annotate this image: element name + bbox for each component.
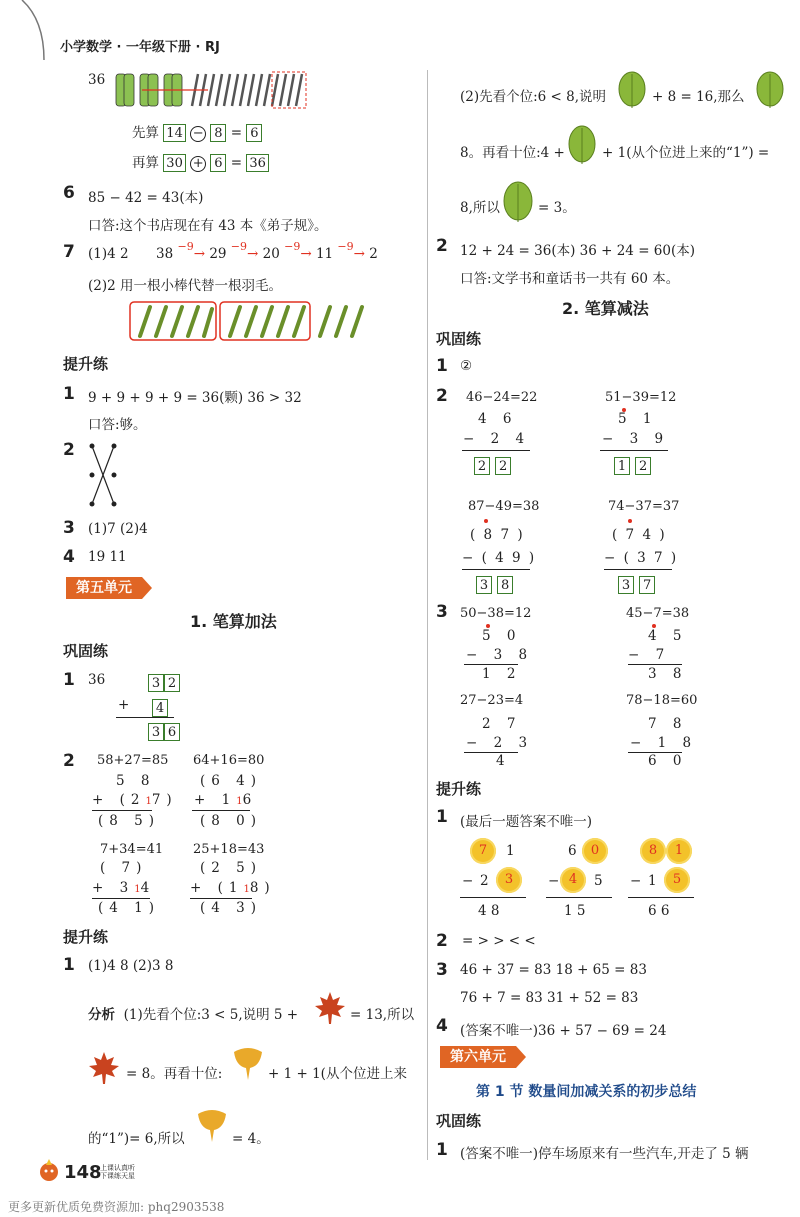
maple-leaf-icon	[312, 990, 348, 1026]
g1-top-row	[148, 672, 180, 692]
rq2c-res-digit: 8	[497, 576, 513, 594]
g2b-line1: (6 4)	[200, 773, 263, 789]
step1-label: 先算	[132, 125, 159, 141]
g1-top-digit: 3	[148, 674, 164, 692]
rp1a-t1: 1	[506, 843, 515, 859]
rq2a-line2: − 2 4	[463, 431, 531, 447]
rp1a-result: 4 8	[478, 903, 500, 919]
rp1b-result: 1 5	[564, 903, 586, 919]
jie1-title: 第 1 节 数量间加减关系的初步总结	[476, 1084, 697, 1100]
step2-eq: =	[230, 155, 243, 171]
carry-mark: 1	[236, 796, 243, 807]
rq2a-rule	[462, 450, 530, 451]
g1-number: 1	[63, 670, 75, 690]
t1-number: 1	[63, 384, 75, 404]
ginkgo-leaf-icon	[194, 1108, 230, 1144]
section-gonggu: 巩固练	[63, 642, 109, 660]
flower-icon	[664, 867, 690, 893]
rq3b-eq: 45−7=38	[626, 606, 690, 621]
chain-arrow: −9	[284, 240, 301, 253]
flower-icon	[582, 838, 608, 864]
flower-icon	[666, 838, 692, 864]
step1-op: −	[190, 126, 206, 142]
rq3c-line1: 2 7	[482, 716, 522, 732]
footer-slogan	[100, 1164, 135, 1180]
rq2b-res-digit: 1	[614, 457, 630, 475]
rp1b-t2: 5	[594, 873, 603, 889]
r2a-l2a: 8。再看十位:4 +	[460, 145, 565, 161]
rq2c-rule	[462, 569, 530, 570]
g2b-line3: (8 0)	[200, 813, 263, 829]
g2b-eq: 64+16=80	[193, 753, 265, 768]
rq3c-eq: 27−23=4	[460, 693, 524, 708]
section-tisheng-2: 提升练	[63, 928, 109, 946]
p1-number: 1	[63, 955, 75, 975]
analysis-l3b: = 4。	[232, 1131, 270, 1147]
g2a-eq: 58+27=85	[97, 753, 169, 768]
section-gonggu-r: 巩固练	[436, 330, 482, 348]
g2c-line2	[92, 880, 155, 896]
t4-number: 4	[63, 547, 75, 567]
step2-op: +	[190, 156, 206, 172]
q7-chain	[156, 240, 378, 262]
rq2c-res	[476, 574, 513, 594]
green-leaf-icon	[614, 70, 650, 110]
rq3b-rule	[628, 664, 682, 665]
t1-line1: 9 + 9 + 9 + 9 = 36(颗) 36 > 32	[88, 390, 302, 406]
rp1-text: (最后一题答案不唯一)	[460, 814, 593, 830]
chain-arrow: −9	[177, 240, 194, 253]
rq3d-line2: − 1 8	[630, 735, 698, 751]
g2c-l2: + 3	[92, 880, 135, 896]
rp1-number: 1	[436, 807, 448, 827]
rq2d-res-digit: 3	[618, 576, 634, 594]
rq2a-res	[474, 455, 511, 475]
green-leaf-icon	[500, 180, 536, 224]
arrow-icon: →	[300, 246, 312, 262]
rq2d-eq: 74−37=37	[608, 499, 680, 514]
unit5-banner: 第五单元	[66, 577, 142, 599]
rp1a-minus: −	[462, 873, 474, 889]
chain-value: 2	[369, 246, 378, 262]
unit6-banner: 第六单元	[440, 1046, 516, 1068]
t3-text: (1)7 (2)4	[88, 521, 148, 537]
r2-number: 2	[436, 236, 448, 256]
rq3b-line1: 4 5	[648, 628, 688, 644]
rq2d-rule	[604, 569, 672, 570]
g1-add-row	[152, 697, 168, 717]
corner-curve	[0, 0, 60, 60]
column-divider	[427, 70, 428, 1160]
rq3d-line3: 6 0	[648, 753, 688, 769]
rp4-number: 4	[436, 1016, 448, 1036]
maple-leaf-icon	[86, 1050, 122, 1086]
g2d-line1: (2 5)	[200, 860, 263, 876]
flower-icon	[640, 838, 666, 864]
crossed-lines-figure	[86, 440, 120, 510]
r2a-l1a: (2)先看个位:6 < 8,说明	[460, 89, 607, 105]
rq2-number: 2	[436, 386, 448, 406]
t3-number: 3	[63, 518, 75, 538]
rq3a-eq: 50−38=12	[460, 606, 532, 621]
g2a-l2: + (2	[92, 792, 146, 808]
g2b-line2	[194, 792, 257, 808]
mascot-icon	[36, 1158, 62, 1184]
rq2b-line1: 5 1	[618, 411, 658, 427]
rq3c-line3: 4	[496, 753, 511, 769]
g1-top-digit: 2	[164, 674, 180, 692]
t2-number: 2	[63, 440, 75, 460]
watermark: 更多更新优质免费资源加: phq2903538	[8, 1200, 225, 1214]
rq2b-rule	[600, 450, 668, 451]
analysis-l2a: = 8。再看十位:	[126, 1066, 223, 1082]
rq2a-eq: 46−24=22	[466, 390, 538, 405]
g2b-rule	[192, 810, 250, 811]
t1-line2: 口答:够。	[88, 417, 147, 433]
analysis-l1b: = 13,所以	[350, 1007, 415, 1023]
q7-part2: (2)2 用一根小棒代替一根羽毛。	[88, 278, 283, 294]
rp2-number: 2	[436, 931, 448, 951]
chain-arrow: −9	[337, 240, 354, 253]
rq3c-line2: − 2 3	[466, 735, 534, 751]
rp3-number: 3	[436, 960, 448, 980]
flower-digit: 7	[478, 843, 488, 858]
q6-number: 6	[63, 183, 75, 203]
page-header-title: 小学数学 · 一年级下册 · RJ	[60, 40, 220, 55]
page-number: 148	[64, 1162, 102, 1183]
g2b-l2e: 6	[242, 792, 258, 808]
r2a-l1b: + 8 = 16,那么	[652, 89, 745, 105]
g2d-line3: (4 3)	[200, 900, 263, 916]
rq3-number: 3	[436, 602, 448, 622]
rp1b-minus: −	[548, 873, 560, 889]
step1-row	[132, 121, 262, 142]
rq3d-eq: 78−18=60	[626, 693, 698, 708]
rg1-number: 1	[436, 1140, 448, 1160]
g2a-line2	[92, 792, 178, 808]
g2c-eq: 7+34=41	[100, 842, 164, 857]
q6-line2: 口答:这个书店现在有 43 本《弟子规》。	[88, 218, 328, 234]
ginkgo-leaf-icon	[230, 1046, 266, 1082]
step2-a: 30	[163, 154, 186, 172]
green-leaf-icon	[752, 70, 788, 110]
rq2d-line2: − ( 3 7 )	[604, 550, 679, 566]
arrow-icon: →	[193, 246, 206, 262]
g1-res-digit: 6	[164, 723, 180, 741]
q7-part1: (1)4 2	[88, 246, 129, 262]
rp1b-t1: 6	[568, 843, 577, 859]
flower-digit: 0	[590, 843, 600, 858]
flower-icon	[560, 867, 586, 893]
analysis-l1a: (1)先看个位:3 < 5,说明 5 +	[123, 1007, 299, 1023]
rq3b-line2: − 7	[628, 647, 671, 663]
rp1b-rule	[546, 897, 612, 898]
chain-value: 11	[315, 246, 334, 262]
arrow-icon: →	[353, 246, 365, 262]
section1-title: 1. 笔算加法	[190, 612, 277, 631]
g2d-l2: + (1	[190, 880, 244, 896]
rp1c-rule	[628, 897, 694, 898]
g2c-line3: (4 1)	[98, 900, 161, 916]
section2-title: 2. 笔算减法	[562, 299, 649, 318]
section-tisheng-r: 提升练	[436, 780, 482, 798]
stick-bundles-figure	[112, 70, 312, 110]
bundle-label: 36	[88, 72, 106, 88]
feather-sticks-figure	[128, 300, 378, 344]
rq2c-res-digit: 3	[476, 576, 492, 594]
g2a-line3: (8 5)	[98, 813, 161, 829]
rq2a-res-digit: 2	[474, 457, 490, 475]
flower-icon	[496, 867, 522, 893]
flower-digit: 5	[672, 872, 682, 887]
rq2a-res-digit: 2	[495, 457, 511, 475]
section-gonggu-r2: 巩固练	[436, 1112, 482, 1130]
step2-b: 6	[210, 154, 226, 172]
rq1-text: ②	[460, 358, 473, 374]
step1-r: 6	[246, 124, 262, 142]
rq2c-line1: ( 8 7 )	[470, 527, 525, 543]
rq2b-line2: − 3 9	[602, 431, 670, 447]
chain-value: 38	[156, 246, 174, 262]
r2-line2: 口答:文学书和童话书一共有 60 本。	[460, 271, 680, 287]
g2a-line1: 5 8	[116, 773, 156, 789]
rp1c-result: 6 6	[648, 903, 670, 919]
rq1-number: 1	[436, 356, 448, 376]
g1-add-digit: 4	[152, 699, 168, 717]
g2d-l2e: 8)	[249, 880, 276, 896]
r2-line1: 12 + 24 = 36(本) 36 + 24 = 60(本)	[460, 243, 696, 259]
g2b-l2: + 1	[194, 792, 237, 808]
t4-text: 19 11	[88, 549, 127, 565]
flower-digit: 4	[568, 872, 578, 887]
rq2b-eq: 51−39=12	[605, 390, 677, 405]
arrow-icon: →	[247, 246, 259, 262]
analysis-label: 分析	[88, 1007, 115, 1023]
rp2-text: = > > < <	[462, 933, 536, 949]
rp4-text: (答案不唯一)36 + 57 − 69 = 24	[460, 1023, 667, 1039]
rp3-line1: 46 + 37 = 83 18 + 65 = 83	[460, 962, 647, 978]
g1-rule	[116, 717, 174, 718]
g2a-l2e: 7)	[151, 792, 178, 808]
rq2d-line1: ( 7 4 )	[612, 527, 667, 543]
rp3-line2: 76 + 7 = 83 31 + 52 = 83	[460, 990, 639, 1006]
g2a-rule	[92, 810, 152, 811]
rq2a-line1: 4 6	[478, 411, 518, 427]
step2-r: 36	[246, 154, 269, 172]
rq3a-rule	[464, 664, 518, 665]
g1-lead: 36	[88, 672, 106, 688]
footer-slogan-2: 下课练天星	[100, 1172, 135, 1180]
g2d-line2	[190, 880, 276, 896]
step1-b: 8	[210, 124, 226, 142]
chain-value: 20	[262, 246, 280, 262]
footer-slogan-1: 上课认真听	[100, 1164, 135, 1172]
q7-number: 7	[63, 242, 75, 262]
rp1c-minus: −	[630, 873, 642, 889]
rq2d-res-digit: 7	[639, 576, 655, 594]
rq3b-line3: 3 8	[648, 666, 688, 682]
rq3a-line3: 1 2	[482, 666, 522, 682]
step2-label: 再算	[132, 155, 159, 171]
flower-icon	[470, 838, 496, 864]
step1-eq: =	[230, 125, 243, 141]
step1-a: 14	[163, 124, 186, 142]
r2a-l2b: + 1(从个位进上来的“1”) =	[602, 145, 770, 161]
g2d-eq: 25+18=43	[193, 842, 265, 857]
analysis-line1	[88, 1003, 298, 1023]
r2a-l3a: 8,所以	[460, 200, 500, 216]
p1-text: (1)4 8 (2)3 8	[88, 958, 174, 974]
carry-mark: 1	[243, 884, 250, 895]
borrow-dot	[628, 519, 632, 523]
r2a-l3b: = 3。	[538, 200, 576, 216]
green-leaf-icon	[564, 124, 600, 166]
carry-mark: 1	[134, 884, 141, 895]
g1-res-row	[148, 721, 180, 741]
flower-digit: 1	[674, 843, 684, 858]
borrow-dot	[484, 519, 488, 523]
g2-number: 2	[63, 751, 75, 771]
g2c-l2e: 4	[140, 880, 156, 896]
rq2b-res-digit: 2	[635, 457, 651, 475]
q6-line1: 85 − 42 = 43(本)	[88, 190, 204, 206]
g2c-line1: ( 7)	[100, 860, 148, 876]
rp1c-t2: 1	[648, 873, 657, 889]
rq3d-line1: 7 8	[648, 716, 688, 732]
rq3a-line1: 5 0	[482, 628, 522, 644]
flower-digit: 8	[648, 843, 658, 858]
analysis-l2b: + 1 + 1(从个位进上来	[268, 1066, 407, 1082]
chain-value: 29	[209, 246, 227, 262]
rp1a-t2: 2	[480, 873, 489, 889]
rq2c-line2: − ( 4 9 )	[462, 550, 537, 566]
g2d-rule	[190, 898, 252, 899]
flower-digit: 3	[504, 872, 514, 887]
section-tisheng: 提升练	[63, 355, 109, 373]
g1-plus: +	[118, 697, 130, 713]
rq3a-line2: − 3 8	[466, 647, 534, 663]
rp1a-rule	[460, 897, 526, 898]
rq2c-eq: 87−49=38	[468, 499, 540, 514]
rq2d-res	[618, 574, 655, 594]
g1-res-digit: 3	[148, 723, 164, 741]
chain-arrow: −9	[230, 240, 248, 253]
carry-mark: 1	[145, 796, 152, 807]
step2-row	[132, 151, 269, 172]
rq2b-res	[614, 455, 651, 475]
g2c-rule	[92, 898, 150, 899]
analysis-l3a: 的“1”)= 6,所以	[88, 1131, 185, 1147]
rg1-text: (答案不唯一)停车场原来有一些汽车,开走了 5 辆	[460, 1146, 749, 1162]
